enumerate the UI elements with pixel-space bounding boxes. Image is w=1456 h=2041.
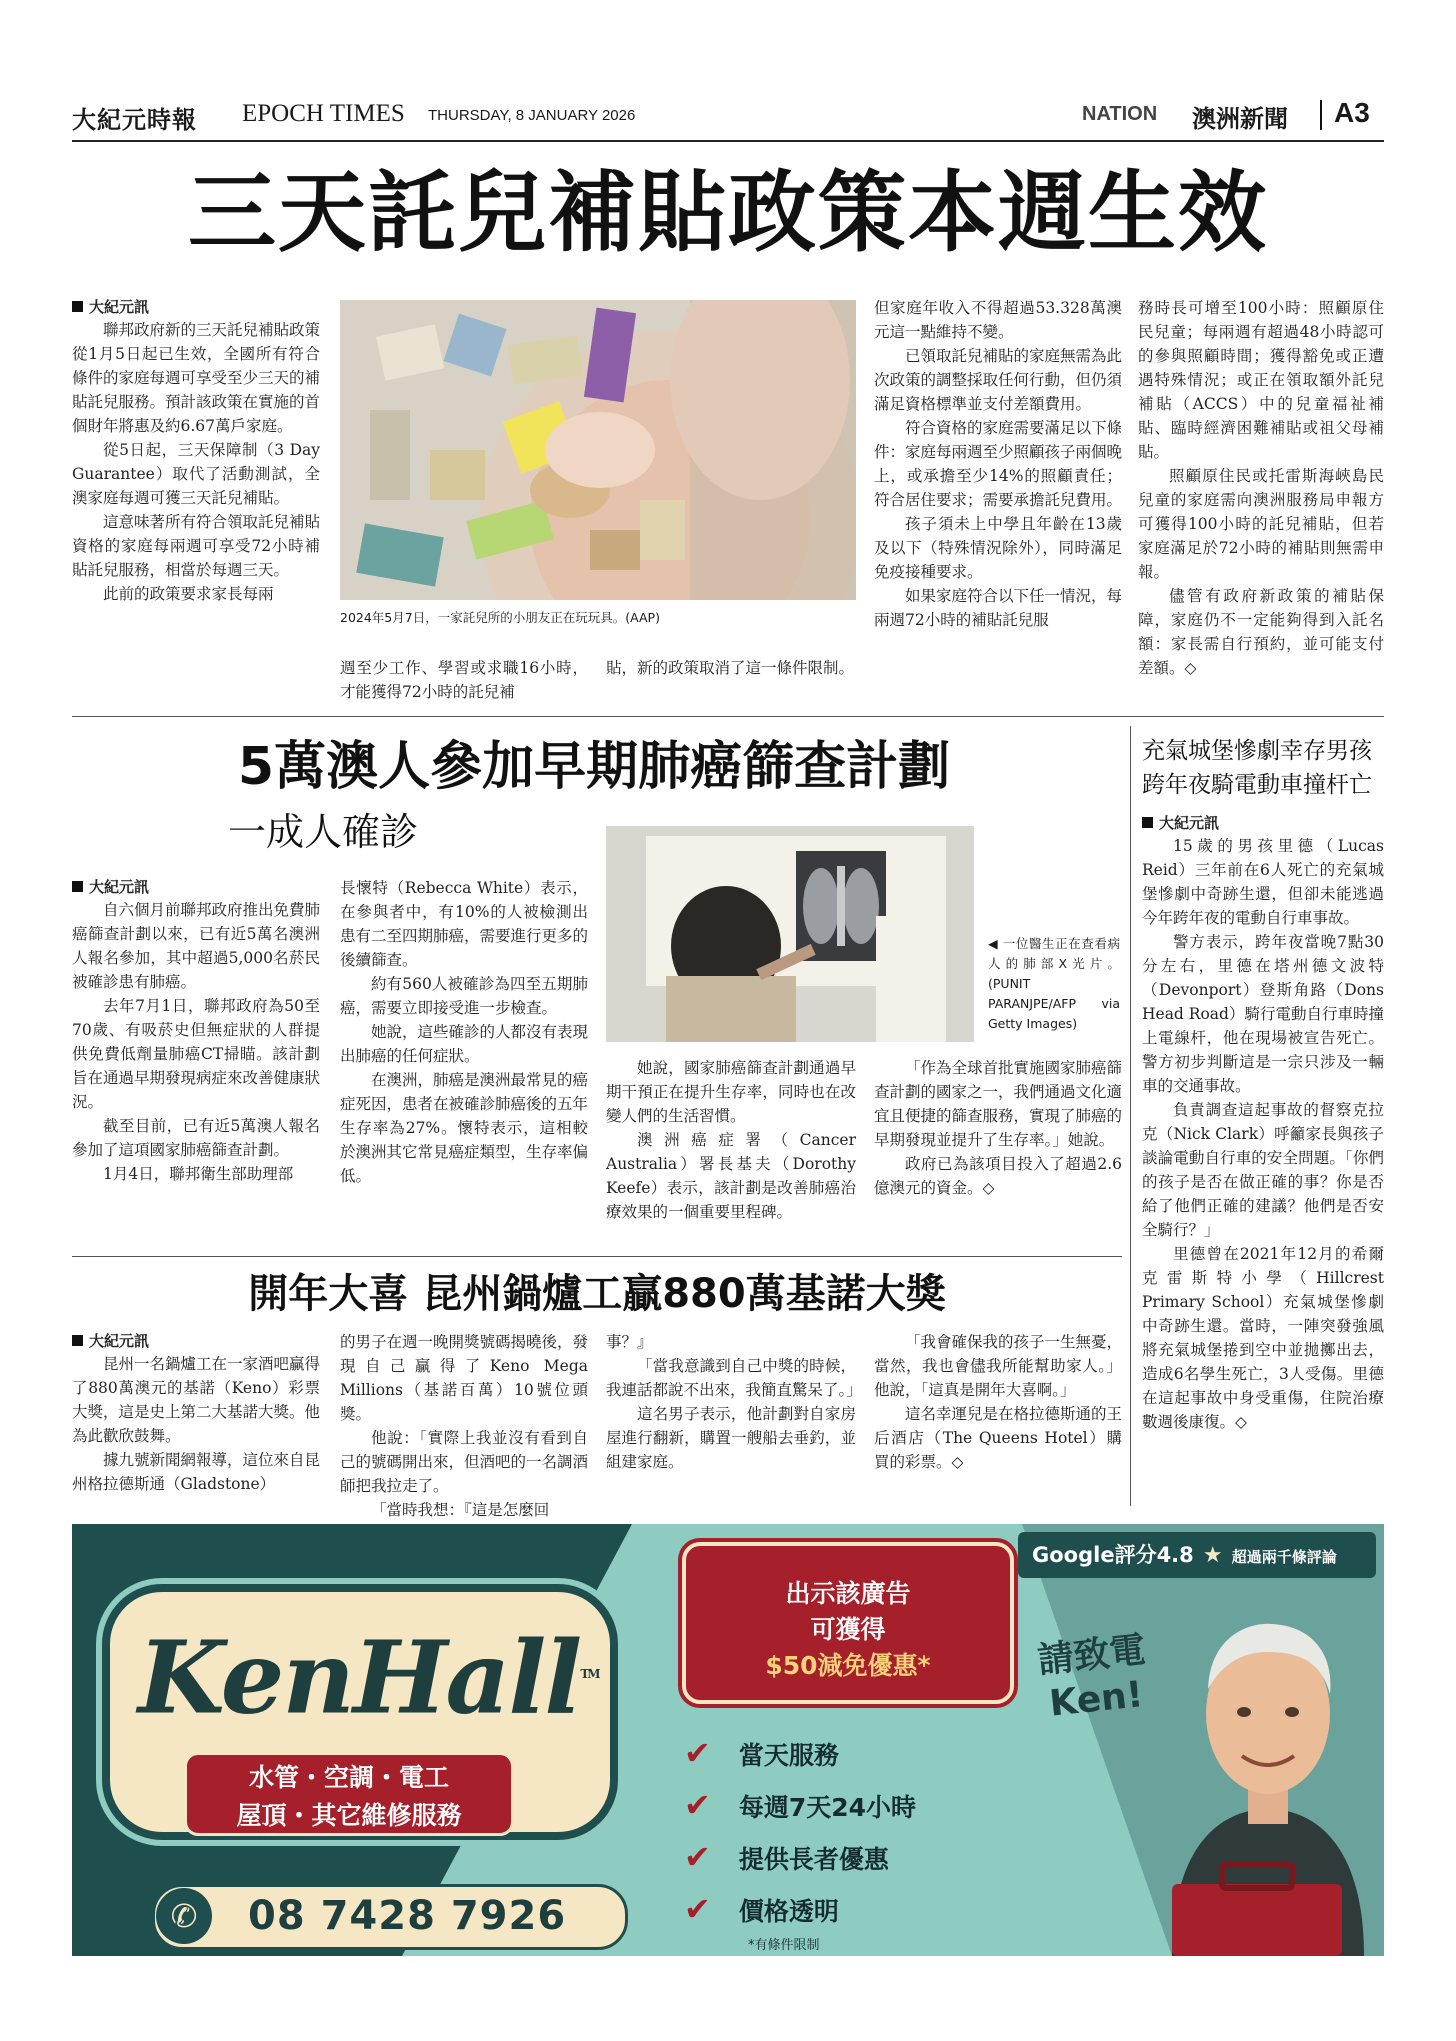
article2-byline: 大紀元訊 (72, 876, 320, 898)
call-ken-text (1036, 1629, 1153, 1728)
paragraph: 「當我意識到自己中獎的時候，我連話都說不出來，我簡直驚呆了。」 (606, 1357, 862, 1399)
paragraph: 貼，新的政策取消了這一條件限制。 (606, 659, 855, 677)
paragraph: 在澳洲，肺癌是澳洲最常見的癌症死因，患者在被確診肺癌後的五年生存率為27%。懷特表示，這相較於澳洲其它常見癌症類型，生存率偏低。 (340, 1071, 589, 1185)
article3-headline: 開年大喜 昆州鍋爐工贏880萬基諾大獎 (248, 1271, 946, 1317)
issue-date: THURSDAY, 8 JANUARY 2026 (428, 107, 636, 124)
article2-bottom-rule (72, 1256, 1122, 1257)
paragraph: 據九號新聞網報導，這位來自昆州格拉德斯通（Gladstone） (72, 1451, 321, 1493)
checkmark-icon: ✔ (684, 1734, 711, 1772)
article1-byline: 大紀元訊 (72, 296, 320, 318)
star-icon: ★ (1202, 1543, 1223, 1568)
article1-col4 (874, 296, 1122, 632)
logo-en: EPOCH TIMES (242, 100, 405, 127)
brand-name: KenHall (138, 1618, 581, 1737)
offer-line2: 可獲得 (810, 1615, 886, 1644)
google-rating: Google評分4.8 (1032, 1543, 1194, 1567)
checkmark-icon: ✔ (684, 1838, 711, 1876)
masthead-rule (72, 140, 1384, 142)
services-line2: 屋頂・其它維修服務 (236, 1801, 462, 1830)
article1-photo-caption: 2024年5月7日，一家託兒所的小朋友正在玩玩具。(AAP) (340, 610, 660, 625)
paragraph: 照顧原住民或托雷斯海峽島民兒童的家庭需向澳洲服務局申報方可獲得100小時的託兒補貼，但若家庭滿足於72小時的補貼則無需申報。 (1138, 467, 1384, 581)
ken-portrait-illustration (1152, 1594, 1384, 1956)
article3-col1 (72, 1330, 320, 1496)
paragraph: 「當時我想：『這是怎麼回 (371, 1501, 550, 1519)
paragraph: 但家庭年收入不得超過53.328萬澳元這一點維持不變。 (874, 299, 1122, 341)
paragraph: 此前的政策要求家長每兩 (103, 585, 274, 603)
paragraph: 長懷特（Rebecca White）表示，在參與者中，有10%的人被檢測出患有二至四期肺癌，需要進行更多的後續篩查。 (340, 879, 589, 969)
sidebar-vertical-rule (1130, 726, 1131, 1506)
paragraph: 的男子在週一晚開獎號碼揭曉後，發現自己贏得了Keno Mega Millions（基諾百萬）10號位頭獎。 (340, 1333, 589, 1423)
paragraph: 符合資格的家庭需要滿足以下條件：家庭每兩週至少照顧孩子兩個晚上，或承擔至少14%的照顧責任；符合居住要求；需要承擔託兒費用。 (874, 419, 1123, 509)
article1-col2 (340, 656, 588, 704)
paragraph: 已領取託兒補貼的家庭無需為此次政策的調整採取任何行動，但仍須滿足資格標準並支付差額費用。 (874, 347, 1123, 413)
paragraph: 「作為全球首批實施國家肺癌篩查計劃的國家之一，我們通過文化適宜且便捷的篩查服務，實現了肺癌的早期發現並提升了生存率。」她說。 (874, 1059, 1123, 1149)
byline-marker-icon (72, 301, 83, 312)
byline-marker-icon (72, 1335, 83, 1346)
section-cn: 澳洲新聞 (1192, 105, 1288, 133)
feature-item: ✔ 提供長者優惠 (684, 1838, 889, 1876)
ad-footnote: *有條件限制 (748, 1938, 820, 1953)
logo-cn: 大紀元時報 (72, 105, 197, 134)
article1-col3 (606, 656, 856, 680)
paragraph: 儘管有政府新政策的補貼保障，家庭仍不一定能夠得到入託名額：家長需自行預約，並可能支付差額。◇ (1138, 587, 1384, 677)
phone-icon: ✆ (156, 1888, 212, 1944)
services-line1: 水管・空調・電工 (248, 1763, 449, 1792)
article2-col3 (606, 1056, 856, 1224)
article3-col2 (340, 1330, 588, 1522)
paragraph: 1月4日，聯邦衛生部助理部 (103, 1165, 294, 1183)
paragraph: 政府已為該項目投入了超過2.6億澳元的資金。◇ (874, 1155, 1122, 1197)
paragraph: 務時長可增至100小時：照顧原住民兒童；每兩週有超過48小時認可的參與照顧時間；獲得豁免或正遭遇特殊情況；或正在領取額外託兒補貼（ACCS）中的兒童福祉補貼、臨時經濟困難補貼或祖父母補貼。 (1138, 299, 1384, 461)
article2-photo (606, 826, 974, 1042)
section-en: NATION (1082, 103, 1158, 125)
section-divider (1320, 100, 1322, 130)
services-banner (184, 1752, 514, 1836)
paragraph: 這名男子表示，他計劃對自家房屋進行翻新，購置一艘船去垂釣，並組建家庭。 (606, 1405, 856, 1471)
article4-headline-line1: 充氣城堡慘劇幸存男孩 (1142, 738, 1372, 764)
feature-item: ✔ 當天服務 (684, 1734, 839, 1772)
paragraph: 「我會確保我的孩子一生無憂，當然，我也會儘我所能幫助家人。」他說，「這真是開年大喜啊。」 (874, 1333, 1123, 1399)
paragraph: 事？』 (606, 1333, 653, 1351)
article3-byline: 大紀元訊 (72, 1330, 320, 1352)
article3-col3 (606, 1330, 862, 1474)
article2-col2 (340, 876, 588, 1188)
byline-marker-icon (1142, 817, 1153, 828)
paragraph: 孩子須未上中學且年齡在13歲及以下（特殊情況除外），同時滿足免疫接種要求。 (874, 515, 1122, 581)
paragraph: 從5日起，三天保障制（3 Day Guarantee）取代了活動測試，全澳家庭每週可獲三天託兒補貼。 (72, 441, 320, 507)
article4-body (1142, 812, 1384, 1434)
phone-number[interactable]: 08 7428 7926 (248, 1893, 567, 1939)
call-line1: 請致電 (1035, 1629, 1148, 1682)
paragraph: 週至少工作、學習或求職16小時，才能獲得72小時的託兒補 (340, 659, 588, 701)
review-count: 超過兩千條評論 (1231, 1548, 1337, 1566)
paragraph: 他說：「實際上我並沒有看到自己的號碼開出來，但酒吧的一名調酒師把我拉走了。 (340, 1429, 589, 1495)
article2-photo-caption: ◀ 一位醫生正在查看病人的肺部X光片。(PUNIT PARANJPE/AFP via Getty Images) (988, 936, 1120, 1031)
article1-col5 (1138, 296, 1384, 680)
paragraph: 她說，國家肺癌篩查計劃通過早期干預正在提升生存率，同時也在改變人們的生活習慣。 (606, 1059, 856, 1125)
masthead (72, 96, 1384, 136)
article3-col4 (874, 1330, 1122, 1474)
feature-list (684, 1734, 916, 1942)
kenhall-logo-text (138, 1614, 599, 1737)
byline-marker-icon (72, 881, 83, 892)
article4-headline-line2: 跨年夜騎電動車撞杆亡 (1142, 772, 1372, 798)
article4-headline (1142, 734, 1384, 802)
article2-col4 (874, 1056, 1122, 1200)
article2-headline: 5萬澳人參加早期肺癌篩查計劃 (237, 737, 951, 797)
feature-item: ✔ 每週7天24小時 (684, 1786, 916, 1824)
article1-col1 (72, 296, 320, 606)
paragraph: 這名幸運兒是在格拉德斯通的王后酒店（The Queens Hotel）購買的彩票。◇ (874, 1405, 1123, 1471)
call-line2: Ken! (1047, 1674, 1146, 1725)
xray-photo-illustration (606, 826, 974, 1042)
paragraph: 15歲的男孩里德（Lucas Reid）三年前在6人死亡的充氣城堡慘劇中奇跡生還，但卻未能逃過今年跨年夜的電動自行車事故。 (1142, 837, 1384, 927)
paragraph: 這意味著所有符合領取託兒補貼資格的家庭每兩週可享受72小時補貼託兒服務，相當於每週三天。 (72, 513, 321, 579)
paragraph: 約有560人被確診為四至五期肺癌，需要立即接受進一步檢查。 (340, 975, 588, 1017)
trademark: TM (580, 1667, 599, 1681)
paragraph: 警方表示，跨年夜當晚7點30分左右，里德在塔州德文波特（Devonport）登斯角路（Dons Head Road）騎行電動自行車時撞上電線杆，他在現場被宣告死亡。警方初步判斷這是一宗只涉及一輛車的交通事故。 (1142, 933, 1384, 1095)
page-number: A3 (1334, 97, 1370, 128)
paragraph: 截至目前，已有近5萬澳人報名參加了這項國家肺癌篩查計劃。 (72, 1117, 320, 1159)
offer-line1: 出示該廣告 (785, 1579, 911, 1608)
article1-bottom-rule (72, 716, 1384, 717)
paragraph: 自六個月前聯邦政府推出免費肺癌篩查計劃以來，已有近5萬名澳洲人報名參加，其中超過5,000名菸民被確診患有肺癌。 (72, 901, 321, 991)
checkmark-icon: ✔ (684, 1786, 711, 1824)
paragraph: 她說，這些確診的人都沒有表現出肺癌的任何症狀。 (340, 1023, 589, 1065)
offer-line3: $50減免優惠* (765, 1651, 931, 1680)
paragraph: 昆州一名鍋爐工在一家酒吧贏得了880萬澳元的基諾（Keno）彩票大獎，這是史上第二大基諾大獎。他為此歡欣鼓舞。 (72, 1355, 321, 1445)
article2-subheadline: 一成人確診 (228, 810, 419, 854)
paragraph: 澳洲癌症署（Cancer Australia）署長基夫（Dorothy Keefe）表示，該計劃是改善肺癌治療效果的一個重要里程碑。 (606, 1131, 856, 1221)
article2-col1 (72, 876, 320, 1186)
paragraph: 負責調查這起事故的督察克拉克（Nick Clark）呼籲家長與孩子談論電動自行車的安全問題。「你們的孩子是否在做正確的事？你是否給了他們正確的建議？他們是否安全騎行？」 (1142, 1101, 1384, 1239)
article4-byline: 大紀元訊 (1142, 812, 1384, 834)
kenhall-advertisement[interactable] (72, 1524, 1384, 1956)
offer-box (682, 1542, 1014, 1704)
feature-item: ✔ 價格透明 (684, 1890, 839, 1928)
google-rating-bar (1018, 1532, 1376, 1578)
paragraph: 聯邦政府新的三天託兒補貼政策從1月5日起已生效，全國所有符合條件的家庭每週可享受至少三天的補貼託兒服務。預計該政策在實施的首個財年將惠及約6.67萬戶家庭。 (72, 321, 321, 435)
article1-photo (340, 300, 856, 600)
toys-photo-illustration (340, 300, 856, 600)
paragraph: 如果家庭符合以下任一情況，每兩週72小時的補貼託兒服 (874, 587, 1123, 629)
paragraph: 里德曾在2021年12月的希爾克雷斯特小學（Hillcrest Primary School）充氣城堡慘劇中奇跡生還。當時，一陣突發強風將充氣城堡捲到空中並拋擲出去，造成6名學生死亡，3人受傷。里德在這起事故中身受重傷，住院治療數週後康復。◇ (1142, 1245, 1384, 1431)
article1-headline: 三天託兒補貼政策本週生效 (187, 160, 1268, 264)
checkmark-icon: ✔ (684, 1890, 711, 1928)
paragraph: 去年7月1日，聯邦政府為50至70歲、有吸菸史但無症狀的人群提供免費低劑量肺癌CT掃瞄。該計劃旨在通過早期發現病症來改善健康狀況。 (72, 997, 321, 1111)
